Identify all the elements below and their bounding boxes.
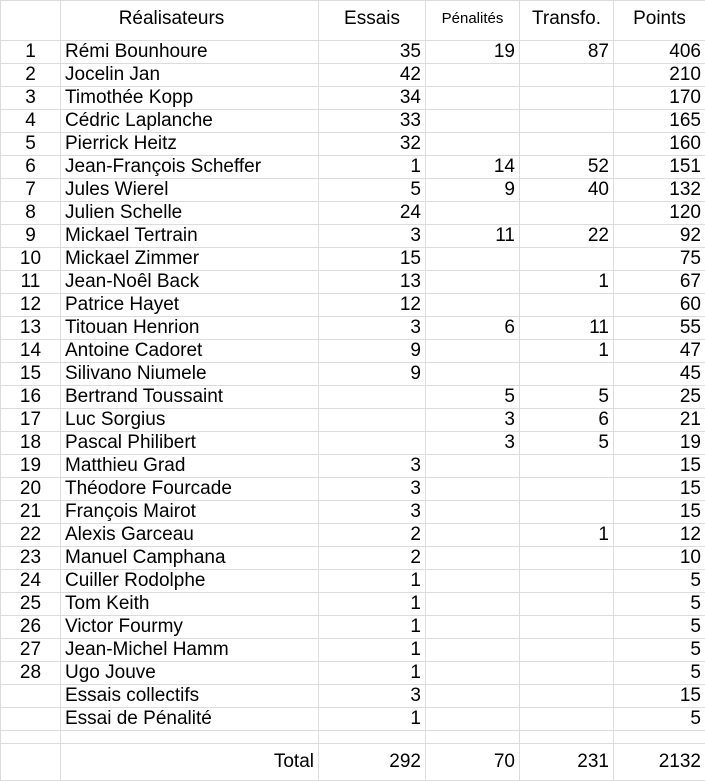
header-rank-cell[interactable] <box>1 1 61 41</box>
essais-cell[interactable]: 3 <box>319 685 426 708</box>
penalites-cell[interactable] <box>426 110 520 133</box>
essais-cell[interactable]: 24 <box>319 202 426 225</box>
name-cell[interactable]: Pascal Philibert <box>61 432 319 455</box>
table-row <box>1 524 705 547</box>
rank-cell[interactable]: 11 <box>1 271 61 294</box>
essais-cell[interactable]: 3 <box>319 478 426 501</box>
empty-cell[interactable] <box>614 731 705 744</box>
essais-cell[interactable]: 33 <box>319 110 426 133</box>
total-points-cell[interactable]: 2132 <box>614 744 705 781</box>
transfo-cell[interactable]: 11 <box>520 317 614 340</box>
essais-cell[interactable] <box>319 386 426 409</box>
rank-cell[interactable]: 8 <box>1 202 61 225</box>
penalites-cell[interactable] <box>426 133 520 156</box>
empty-cell[interactable] <box>319 731 426 744</box>
total-rank-cell[interactable] <box>1 744 61 781</box>
transfo-cell[interactable] <box>520 363 614 386</box>
table-row <box>1 340 705 363</box>
empty-cell[interactable] <box>426 731 520 744</box>
points-cell[interactable]: 19 <box>614 432 705 455</box>
empty-cell[interactable] <box>1 731 61 744</box>
name-cell[interactable]: Cédric Laplanche <box>61 110 319 133</box>
rank-cell[interactable]: 5 <box>1 133 61 156</box>
table-row <box>1 386 705 409</box>
rank-cell[interactable]: 1 <box>1 41 61 64</box>
penalites-cell[interactable] <box>426 294 520 317</box>
name-cell[interactable]: Matthieu Grad <box>61 455 319 478</box>
transfo-cell[interactable] <box>520 110 614 133</box>
table-row <box>1 294 705 317</box>
rank-cell[interactable]: 13 <box>1 317 61 340</box>
points-cell[interactable]: 60 <box>614 294 705 317</box>
penalites-cell[interactable]: 3 <box>426 432 520 455</box>
table-row <box>1 570 705 593</box>
transfo-cell[interactable] <box>520 547 614 570</box>
name-cell[interactable]: Mickael Tertrain <box>61 225 319 248</box>
points-cell[interactable]: 165 <box>614 110 705 133</box>
name-cell[interactable]: Bertrand Toussaint <box>61 386 319 409</box>
rank-cell[interactable]: 26 <box>1 616 61 639</box>
points-cell[interactable]: 25 <box>614 386 705 409</box>
points-cell[interactable]: 92 <box>614 225 705 248</box>
name-cell[interactable]: Jules Wierel <box>61 179 319 202</box>
essais-cell[interactable]: 34 <box>319 87 426 110</box>
empty-cell[interactable] <box>520 731 614 744</box>
total-row <box>1 744 705 781</box>
points-cell[interactable]: 5 <box>614 616 705 639</box>
transfo-cell[interactable] <box>520 639 614 662</box>
points-cell[interactable]: 406 <box>614 41 705 64</box>
rank-cell[interactable]: 6 <box>1 156 61 179</box>
essais-cell[interactable]: 3 <box>319 225 426 248</box>
header-points-cell[interactable]: Points <box>614 1 705 41</box>
penalites-cell[interactable]: 14 <box>426 156 520 179</box>
points-cell[interactable]: 160 <box>614 133 705 156</box>
transfo-cell[interactable]: 6 <box>520 409 614 432</box>
points-cell[interactable]: 67 <box>614 271 705 294</box>
table-row <box>1 225 705 248</box>
penalites-cell[interactable] <box>426 685 520 708</box>
transfo-cell[interactable]: 40 <box>520 179 614 202</box>
penalites-cell[interactable] <box>426 363 520 386</box>
essais-cell[interactable]: 1 <box>319 593 426 616</box>
penalites-cell[interactable]: 5 <box>426 386 520 409</box>
points-cell[interactable]: 5 <box>614 593 705 616</box>
penalites-cell[interactable] <box>426 570 520 593</box>
total-transfo-cell[interactable]: 231 <box>520 744 614 781</box>
essais-cell[interactable]: 35 <box>319 41 426 64</box>
rank-cell[interactable]: 14 <box>1 340 61 363</box>
transfo-cell[interactable] <box>520 478 614 501</box>
essais-cell[interactable]: 12 <box>319 294 426 317</box>
name-cell[interactable]: Jean-Noêl Back <box>61 271 319 294</box>
penalites-cell[interactable]: 9 <box>426 179 520 202</box>
points-cell[interactable]: 15 <box>614 478 705 501</box>
table-row <box>1 662 705 685</box>
transfo-cell[interactable] <box>520 685 614 708</box>
name-cell[interactable]: Manuel Camphana <box>61 547 319 570</box>
transfo-cell[interactable] <box>520 662 614 685</box>
rank-cell[interactable]: 27 <box>1 639 61 662</box>
total-penalites-cell[interactable]: 70 <box>426 744 520 781</box>
essais-cell[interactable]: 1 <box>319 616 426 639</box>
rank-cell[interactable]: 15 <box>1 363 61 386</box>
name-cell[interactable]: François Mairot <box>61 501 319 524</box>
rank-cell[interactable]: 24 <box>1 570 61 593</box>
total-label-cell[interactable]: Total <box>61 744 319 781</box>
transfo-cell[interactable]: 5 <box>520 386 614 409</box>
essais-cell[interactable]: 2 <box>319 547 426 570</box>
rank-cell[interactable]: 2 <box>1 64 61 87</box>
transfo-cell[interactable]: 1 <box>520 271 614 294</box>
table-row <box>1 64 705 87</box>
points-cell[interactable]: 75 <box>614 248 705 271</box>
transfo-cell[interactable]: 52 <box>520 156 614 179</box>
essais-cell[interactable]: 3 <box>319 455 426 478</box>
name-cell[interactable]: Titouan Henrion <box>61 317 319 340</box>
transfo-cell[interactable]: 22 <box>520 225 614 248</box>
table-row <box>1 409 705 432</box>
name-cell[interactable]: Victor Fourmy <box>61 616 319 639</box>
table-row <box>1 501 705 524</box>
transfo-cell[interactable]: 1 <box>520 524 614 547</box>
name-cell[interactable]: Antoine Cadoret <box>61 340 319 363</box>
rank-cell[interactable]: 10 <box>1 248 61 271</box>
transfo-cell[interactable] <box>520 455 614 478</box>
name-cell[interactable]: Mickael Zimmer <box>61 248 319 271</box>
name-cell[interactable]: Essais collectifs <box>61 685 319 708</box>
penalites-cell[interactable] <box>426 455 520 478</box>
essais-cell[interactable]: 5 <box>319 179 426 202</box>
penalites-cell[interactable] <box>426 524 520 547</box>
essais-cell[interactable] <box>319 409 426 432</box>
transfo-cell[interactable] <box>520 570 614 593</box>
empty-row <box>1 731 705 744</box>
points-cell[interactable]: 45 <box>614 363 705 386</box>
penalites-cell[interactable] <box>426 202 520 225</box>
transfo-cell[interactable]: 1 <box>520 340 614 363</box>
penalites-cell[interactable] <box>426 248 520 271</box>
rank-cell[interactable]: 20 <box>1 478 61 501</box>
transfo-cell[interactable] <box>520 87 614 110</box>
rank-cell[interactable] <box>1 708 61 731</box>
name-cell[interactable]: Julien Schelle <box>61 202 319 225</box>
essais-cell[interactable] <box>319 432 426 455</box>
name-cell[interactable]: Patrice Hayet <box>61 294 319 317</box>
table-row <box>1 133 705 156</box>
points-cell[interactable]: 151 <box>614 156 705 179</box>
points-cell[interactable]: 15 <box>614 685 705 708</box>
rank-cell[interactable]: 7 <box>1 179 61 202</box>
transfo-cell[interactable] <box>520 708 614 731</box>
table-row <box>1 363 705 386</box>
name-cell[interactable]: Jean-Michel Hamm <box>61 639 319 662</box>
transfo-cell[interactable]: 87 <box>520 41 614 64</box>
table-row <box>1 156 705 179</box>
rank-cell[interactable]: 23 <box>1 547 61 570</box>
essais-cell[interactable]: 42 <box>319 64 426 87</box>
table-row <box>1 685 705 708</box>
header-essais-cell[interactable]: Essais <box>319 1 426 41</box>
rank-cell[interactable] <box>1 685 61 708</box>
table-row <box>1 202 705 225</box>
penalites-cell[interactable] <box>426 340 520 363</box>
name-cell[interactable]: Pierrick Heitz <box>61 133 319 156</box>
points-cell[interactable]: 5 <box>614 662 705 685</box>
essais-cell[interactable]: 13 <box>319 271 426 294</box>
header-penalites-cell[interactable]: Pénalités <box>426 1 520 41</box>
name-cell[interactable]: Ugo Jouve <box>61 662 319 685</box>
essais-cell[interactable]: 1 <box>319 639 426 662</box>
table-row <box>1 432 705 455</box>
table-row <box>1 271 705 294</box>
header-transfo-cell[interactable]: Transfo. <box>520 1 614 41</box>
total-essais-cell[interactable]: 292 <box>319 744 426 781</box>
essais-cell[interactable]: 1 <box>319 708 426 731</box>
name-cell[interactable]: Cuiller Rodolphe <box>61 570 319 593</box>
points-cell[interactable]: 12 <box>614 524 705 547</box>
name-cell[interactable]: Alexis Garceau <box>61 524 319 547</box>
name-cell[interactable]: Rémi Bounhoure <box>61 41 319 64</box>
penalites-cell[interactable]: 11 <box>426 225 520 248</box>
table-row <box>1 110 705 133</box>
rank-cell[interactable]: 25 <box>1 593 61 616</box>
points-cell[interactable]: 132 <box>614 179 705 202</box>
points-cell[interactable]: 5 <box>614 708 705 731</box>
points-cell[interactable]: 5 <box>614 570 705 593</box>
rank-cell[interactable]: 12 <box>1 294 61 317</box>
points-cell[interactable]: 15 <box>614 455 705 478</box>
rank-cell[interactable]: 21 <box>1 501 61 524</box>
penalites-cell[interactable] <box>426 64 520 87</box>
rank-cell[interactable]: 28 <box>1 662 61 685</box>
penalites-cell[interactable] <box>426 639 520 662</box>
points-cell[interactable]: 47 <box>614 340 705 363</box>
essais-cell[interactable]: 1 <box>319 662 426 685</box>
penalites-cell[interactable] <box>426 616 520 639</box>
name-cell[interactable]: Silivano Niumele <box>61 363 319 386</box>
table-row <box>1 478 705 501</box>
points-cell[interactable]: 210 <box>614 64 705 87</box>
table-row <box>1 455 705 478</box>
penalites-cell[interactable]: 6 <box>426 317 520 340</box>
name-cell[interactable]: Théodore Fourcade <box>61 478 319 501</box>
essais-cell[interactable]: 9 <box>319 363 426 386</box>
points-cell[interactable]: 5 <box>614 639 705 662</box>
essais-cell[interactable]: 15 <box>319 248 426 271</box>
table-row <box>1 639 705 662</box>
name-cell[interactable]: Luc Sorgius <box>61 409 319 432</box>
points-cell[interactable]: 21 <box>614 409 705 432</box>
penalites-cell[interactable] <box>426 662 520 685</box>
essais-cell[interactable]: 2 <box>319 524 426 547</box>
penalites-cell[interactable]: 19 <box>426 41 520 64</box>
penalites-cell[interactable] <box>426 478 520 501</box>
penalites-cell[interactable] <box>426 87 520 110</box>
points-cell[interactable]: 120 <box>614 202 705 225</box>
penalites-cell[interactable]: 3 <box>426 409 520 432</box>
name-cell[interactable]: Tom Keith <box>61 593 319 616</box>
header-row <box>1 1 705 41</box>
points-cell[interactable]: 10 <box>614 547 705 570</box>
rank-cell[interactable]: 19 <box>1 455 61 478</box>
penalites-cell[interactable] <box>426 547 520 570</box>
rank-cell[interactable]: 3 <box>1 87 61 110</box>
transfo-cell[interactable] <box>520 616 614 639</box>
transfo-cell[interactable]: 5 <box>520 432 614 455</box>
rank-cell[interactable]: 18 <box>1 432 61 455</box>
transfo-cell[interactable] <box>520 593 614 616</box>
essais-cell[interactable]: 1 <box>319 570 426 593</box>
transfo-cell[interactable] <box>520 248 614 271</box>
transfo-cell[interactable] <box>520 202 614 225</box>
points-cell[interactable]: 15 <box>614 501 705 524</box>
transfo-cell[interactable] <box>520 64 614 87</box>
rank-cell[interactable]: 16 <box>1 386 61 409</box>
name-cell[interactable]: Jean-François Scheffer <box>61 156 319 179</box>
essais-cell[interactable]: 32 <box>319 133 426 156</box>
rank-cell[interactable]: 9 <box>1 225 61 248</box>
table-row <box>1 179 705 202</box>
transfo-cell[interactable] <box>520 294 614 317</box>
header-name-cell[interactable]: Réalisateurs <box>61 1 319 41</box>
transfo-cell[interactable] <box>520 133 614 156</box>
penalites-cell[interactable] <box>426 271 520 294</box>
name-cell[interactable]: Essai de Pénalité <box>61 708 319 731</box>
penalites-cell[interactable] <box>426 708 520 731</box>
table-row <box>1 317 705 340</box>
table-row <box>1 547 705 570</box>
points-cell[interactable]: 55 <box>614 317 705 340</box>
table-row <box>1 616 705 639</box>
essais-cell[interactable]: 9 <box>319 340 426 363</box>
name-cell[interactable]: Jocelin Jan <box>61 64 319 87</box>
table-row <box>1 41 705 64</box>
empty-cell[interactable] <box>61 731 319 744</box>
table-row <box>1 593 705 616</box>
essais-cell[interactable]: 3 <box>319 317 426 340</box>
essais-cell[interactable]: 1 <box>319 156 426 179</box>
essais-cell[interactable]: 3 <box>319 501 426 524</box>
table-row <box>1 248 705 271</box>
penalites-cell[interactable] <box>426 501 520 524</box>
table-row <box>1 708 705 731</box>
transfo-cell[interactable] <box>520 501 614 524</box>
name-cell[interactable]: Timothée Kopp <box>61 87 319 110</box>
rank-cell[interactable]: 22 <box>1 524 61 547</box>
rank-cell[interactable]: 4 <box>1 110 61 133</box>
rank-cell[interactable]: 17 <box>1 409 61 432</box>
penalites-cell[interactable] <box>426 593 520 616</box>
table-row <box>1 87 705 110</box>
points-cell[interactable]: 170 <box>614 87 705 110</box>
